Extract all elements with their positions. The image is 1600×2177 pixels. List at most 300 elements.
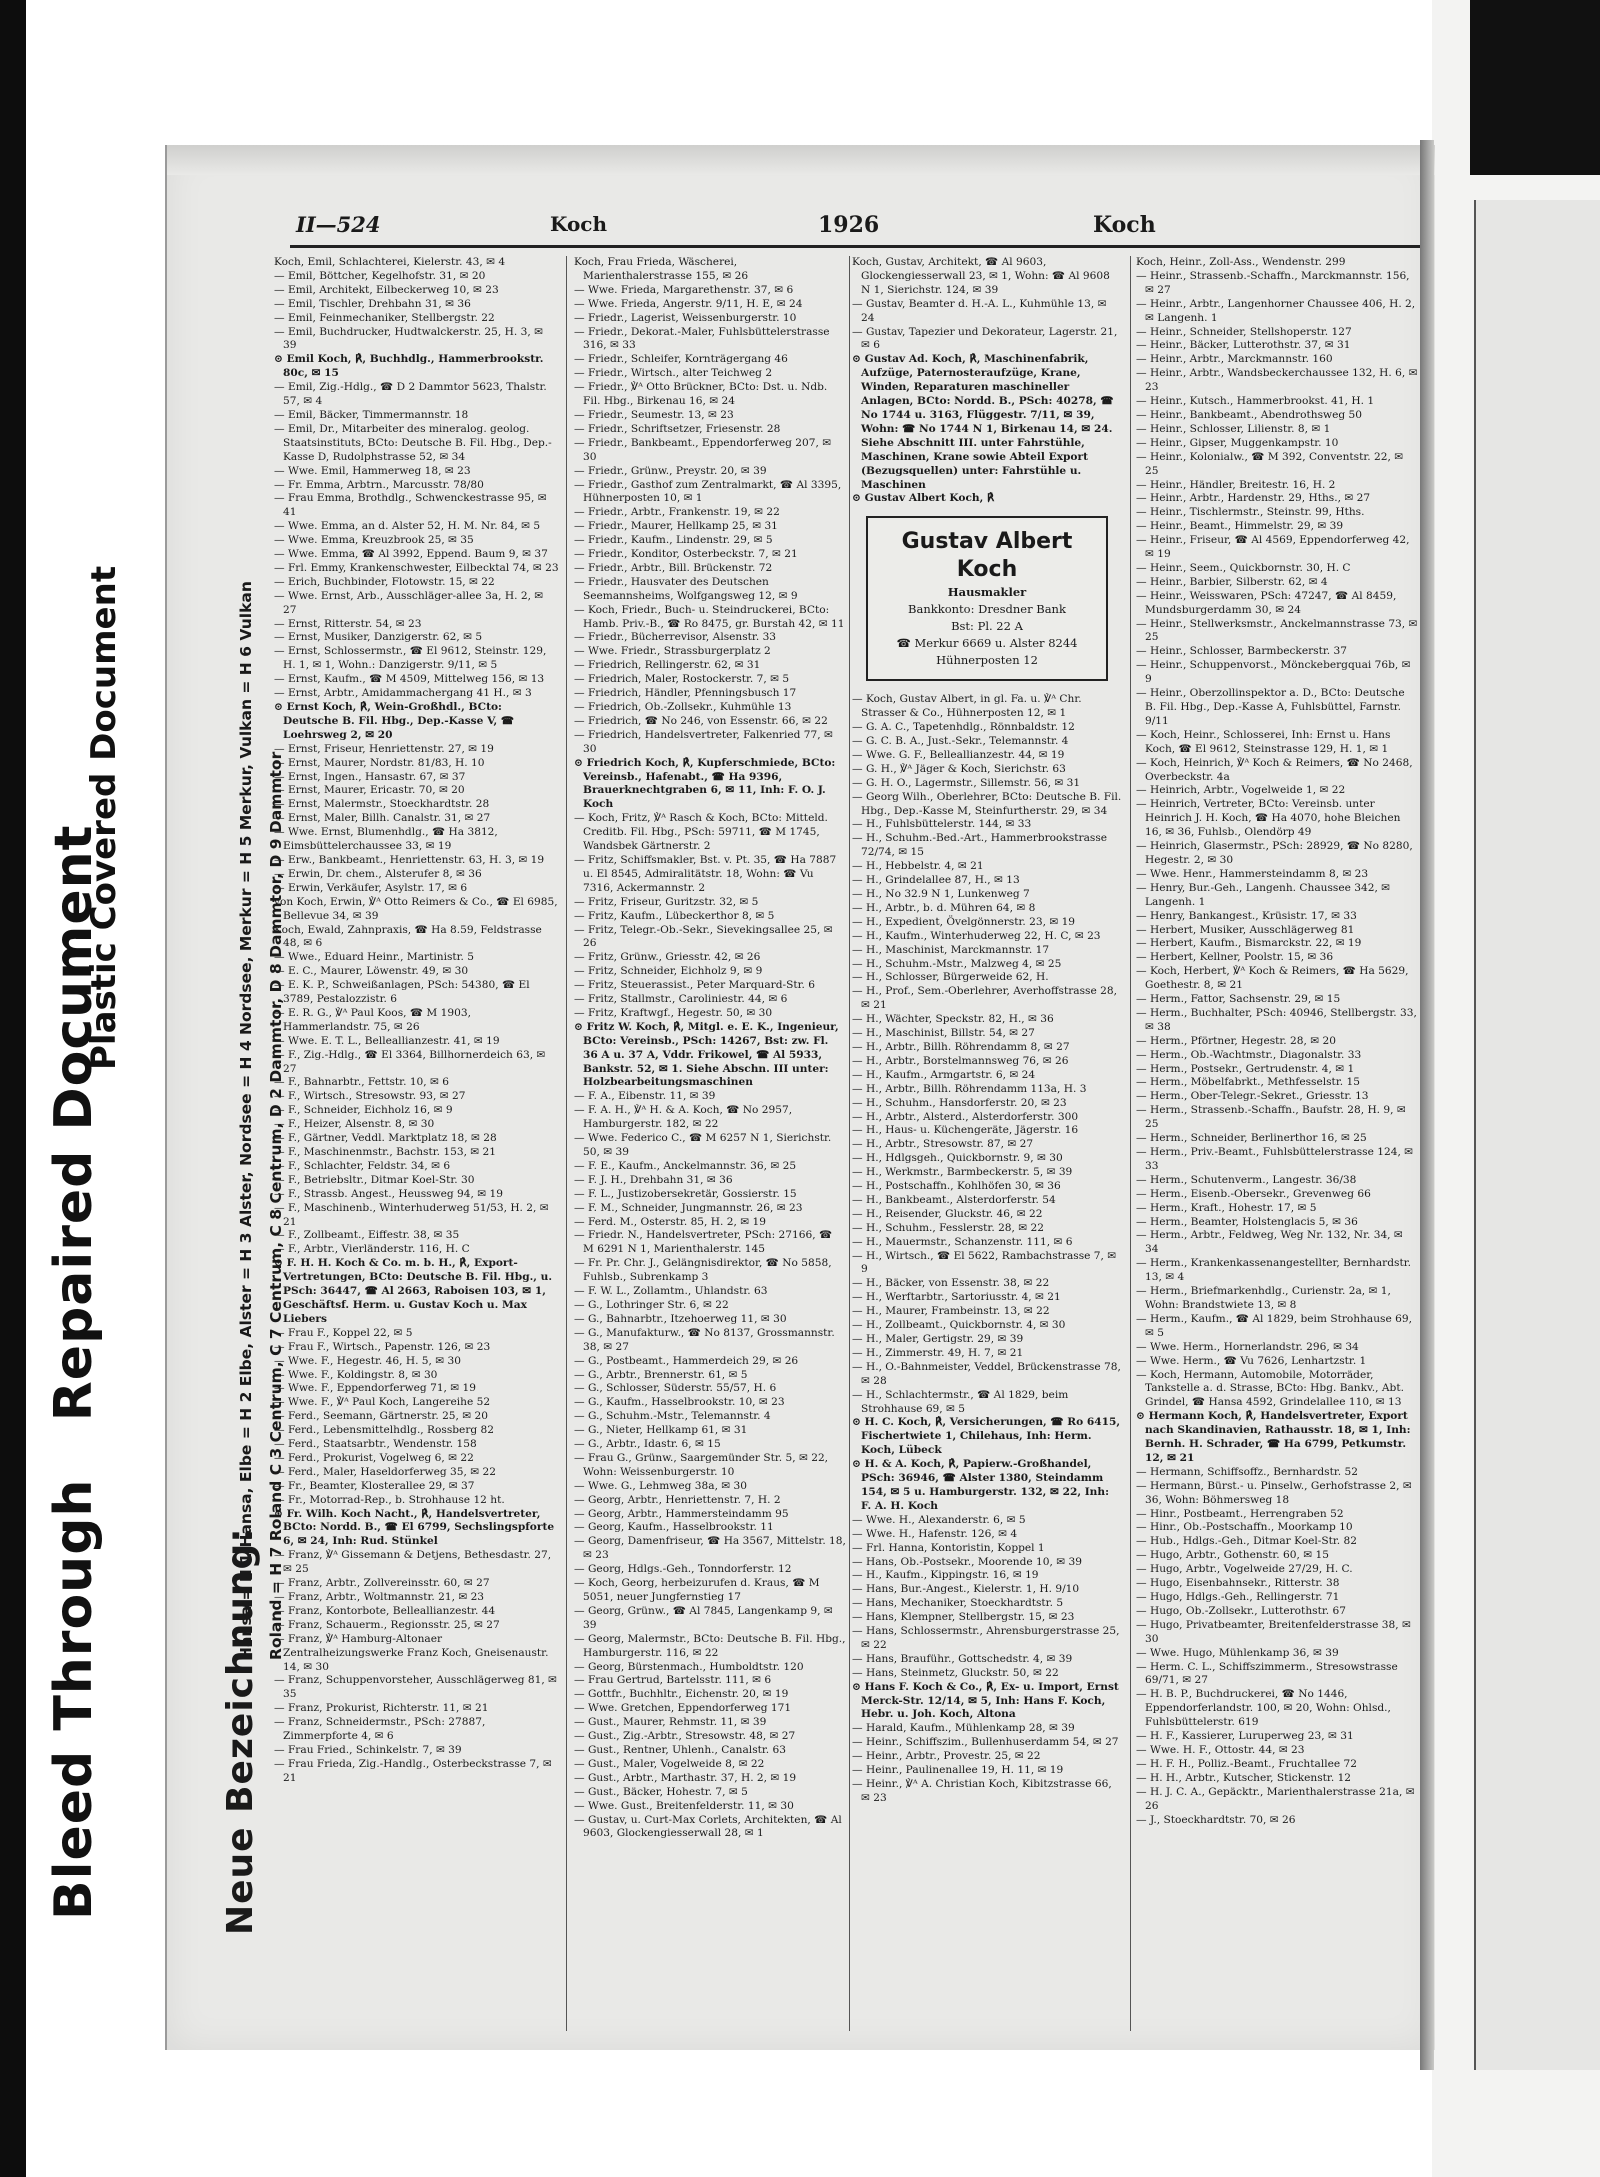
directory-entry: — H., Arbtr., Billh. Röhrendamm 113a, H. 3 bbox=[852, 1082, 1087, 1095]
directory-entry: — H., Reisender, Gluckstr. 46, ✉ 22 bbox=[852, 1207, 1043, 1220]
directory-entry: — Franz, Kontorbote, Belleallianzestr. 44 bbox=[274, 1604, 496, 1617]
ad-company-name: Gustav Albert Koch bbox=[901, 529, 1073, 583]
directory-entry: — Heinr., Arbtr., Provestr. 25, ✉ 22 bbox=[852, 1750, 1041, 1763]
directory-entry: — Fr., Motorrad-Rep., b. Strohhause 12 ht. bbox=[274, 1493, 505, 1506]
directory-entry: — Friedr., ℣ᴬ Otto Brückner, BCto: Dst. u. Ndb. Fil. Hbg., Birkenau 16, ✉ 24 bbox=[574, 381, 828, 408]
directory-entry: — Emil, Architekt, Eilbeckerweg 10, ✉ 23 bbox=[274, 283, 499, 296]
directory-entry: — Hugo, Arbtr., Vogelweide 27/29, H. C. bbox=[1136, 1563, 1353, 1576]
directory-entry: — Friedr., Bankbeamt., Eppendorferweg 207, ✉ 30 bbox=[574, 436, 832, 463]
directory-entry: — Heinr., Kutsch., Hammerbrookst. 41, H. 1 bbox=[1136, 395, 1375, 408]
directory-entry: — Heinr., Tischlermstr., Steinstr. 99, Hths. bbox=[1136, 506, 1365, 519]
header-year: 1926 bbox=[818, 212, 880, 238]
directory-entry: — F. A., Eibenstr. 11, ✉ 39 bbox=[574, 1090, 716, 1103]
stamp-repaired: Repaired Document bbox=[44, 824, 104, 1422]
directory-entry: — Gust., Bäcker, Hohestr. 7, ✉ 5 bbox=[574, 1785, 748, 1798]
directory-entry: — F. E., Kaufm., Anckelmannstr. 36, ✉ 25 bbox=[574, 1159, 797, 1172]
directory-entry: — Wwe. Gretchen, Eppendorferweg 171 bbox=[574, 1702, 792, 1715]
directory-entry: — Friedr., Seumestr. 13, ✉ 23 bbox=[574, 408, 734, 421]
directory-entry: — Herm., Möbelfabrkt., Methfesselstr. 15 bbox=[1136, 1076, 1360, 1089]
directory-entry: — Friedr., Lagerist, Weissenburgerstr. 10 bbox=[574, 311, 797, 324]
directory-entry: ⊙ Hans F. Koch & Co., ℟, Ex- u. Import, Ernst Merck-Str. 12/14, ✉ 5, Inh: Hans F. Koch, Hebr. u. Joh. Koch, Altona bbox=[852, 1680, 1119, 1721]
directory-entry: — Koch, Friedr., Buch- u. Steindruckerei, BCto: Hamb. Priv.-B., ☎ Ro 8475, gr. Burstah 42, ✉ 11 bbox=[574, 603, 845, 630]
directory-entry: — H. J. C. A., Gepäcktr., Marienthalerstrasse 21a, ✉ 26 bbox=[1136, 1785, 1415, 1812]
directory-entry: — G., Postbeamt., Hammerdeich 29, ✉ 26 bbox=[574, 1354, 799, 1367]
directory-entry: — Wwe. H., Alexanderstr. 6, ✉ 5 bbox=[852, 1513, 1026, 1526]
directory-entry: ⊙ H. C. Koch, ℟, Versicherungen, ☎ Ro 6415, Fischertwiete 1, Chilehaus, Inh: Herm. Koch, Lübeck bbox=[852, 1416, 1121, 1457]
directory-entry: — H., Maler, Gertigstr. 29, ✉ 39 bbox=[852, 1333, 1024, 1345]
directory-entry: — Herm., Ob.-Wachtmstr., Diagonalstr. 33 bbox=[1136, 1048, 1362, 1061]
facing-page-edge bbox=[1474, 200, 1600, 2070]
directory-entry: — Gust., Zig.-Arbtr., Stresowstr. 48, ✉ 27 bbox=[574, 1730, 796, 1743]
directory-entry: — H., Hebbelstr. 4, ✉ 21 bbox=[852, 860, 984, 873]
directory-entry: — Herm., Pförtner, Hegestr. 28, ✉ 20 bbox=[1136, 1034, 1336, 1047]
directory-entry: — Henry, Bur.-Geh., Langenh. Chaussee 342, ✉ Langenh. 1 bbox=[1136, 881, 1391, 908]
directory-entry: — Ferd., Lebensmittelhdlg., Rossberg 82 bbox=[274, 1424, 495, 1437]
directory-entry: — H., Arbtr., b. d. Mühren 64, ✉ 8 bbox=[852, 901, 1036, 914]
directory-entry: — Wwe. G. F., Belleallianzestr. 44, ✉ 19 bbox=[852, 748, 1065, 761]
directory-entry: — Ferd., Maler, Haseldorferweg 35, ✉ 22 bbox=[274, 1465, 496, 1478]
directory-entry: — G., Schlosser, Süderstr. 55/57, H. 6 bbox=[574, 1382, 777, 1395]
directory-entry: — F., Schneider, Eichholz 16, ✉ 9 bbox=[274, 1104, 453, 1117]
directory-entry: — Herm. C. L., Schiffszimmerm., Stresowstrasse 69/71, ✉ 27 bbox=[1136, 1660, 1398, 1687]
directory-entry: — Friedr., Bücherrevisor, Alsenstr. 33 bbox=[574, 631, 777, 644]
directory-entry: — Fritz, Telegr.-Ob.-Sekr., Sievekingsallee 25, ✉ 26 bbox=[574, 923, 833, 950]
directory-entry: — H., Maschinist, Billstr. 54, ✉ 27 bbox=[852, 1027, 1035, 1040]
directory-entry: ⊙ Emil Koch, ℟, Buchhdlg., Hammerbrookstr. 80c, ✉ 15 bbox=[274, 353, 544, 380]
directory-entry: — Emil, Buchdrucker, Hudtwalckerstr. 25, H. 3, ✉ 39 bbox=[274, 325, 543, 352]
directory-entry: — Georg, Arbtr., Hammersteindamm 95 bbox=[574, 1507, 789, 1520]
directory-entry: — H., O.-Bahnmeister, Veddel, Brückenstrasse 78, ✉ 28 bbox=[852, 1360, 1121, 1387]
directory-entry: Koch, Heinr., Zoll-Ass., Wendenstr. 299 bbox=[1136, 256, 1346, 268]
advertisement-box bbox=[866, 516, 1108, 681]
directory-entry: — F., Arbtr., Vierländerstr. 116, H. C bbox=[274, 1243, 470, 1256]
directory-entry: — Herm., Krankenkassenangestellter, Bernhardstr. 13, ✉ 4 bbox=[1136, 1257, 1411, 1284]
directory-entry: — H., Werkmstr., Barmbeckerstr. 5, ✉ 39 bbox=[852, 1166, 1073, 1179]
side-neue-label: Neue Bezeichnung: bbox=[220, 1527, 261, 1935]
directory-entry: ⊙ Friedrich Koch, ℟, Kupferschmiede, BCto: Vereinsb., Hafenabt., ☎ Ha 9396, Brauerknechtgraben 6, ✉ 11, Inh: F. O. J. Koch bbox=[574, 756, 836, 811]
directory-entry: — Franz, Schuppenvorsteher, Ausschlägerweg 81, ✉ 35 bbox=[274, 1674, 557, 1701]
directory-entry: — Friedr., Kaufm., Lindenstr. 29, ✉ 5 bbox=[574, 534, 773, 547]
directory-entry: — Gustav, u. Curt-Max Corlets, Architekten, ☎ Al 9603, Glockengiesserwall 28, ✉ 1 bbox=[574, 1813, 842, 1840]
page-number: II—524 bbox=[296, 212, 381, 237]
directory-entry: — Heinr., Seem., Quickbornstr. 30, H. C bbox=[1136, 561, 1351, 574]
directory-entry: — Koch, Gustav Albert, in gl. Fa. u. ℣ᴬ Chr. Strasser & Co., Hühnerposten 12, ✉ 1 bbox=[852, 693, 1082, 720]
directory-entry: — H. H., Arbtr., Kutscher, Stickenstr. 12 bbox=[1136, 1771, 1352, 1784]
directory-entry: — Heinr., Schneider, Stellshoperstr. 127 bbox=[1136, 325, 1352, 338]
directory-entry: — Hugo, Hdlgs.-Geh., Rellingerstr. 71 bbox=[1136, 1591, 1340, 1603]
directory-entry: ⊙ Gustav Albert Koch, ℟ bbox=[852, 492, 995, 505]
directory-entry: — G., Bahnarbtr., Itzehoerweg 11, ✉ 30 bbox=[574, 1312, 787, 1325]
directory-entry: — Herm., Beamter, Holstenglacis 5, ✉ 36 bbox=[1136, 1215, 1358, 1228]
directory-entry: — Ferd., Staatsarbtr., Wendenstr. 158 bbox=[274, 1438, 477, 1451]
directory-entry: — Frau G., Grünw., Saargemünder Str. 5, ✉ 22, Wohn: Weissenburgerstr. 10 bbox=[574, 1451, 829, 1478]
directory-entry: — Wwe. Herm., ☎ Vu 7626, Lenhartzstr. 1 bbox=[1136, 1354, 1367, 1367]
directory-entry: — Herm., Kraft., Hohestr. 17, ✉ 5 bbox=[1136, 1201, 1317, 1214]
directory-entry: — Wwe. Emil, Hammerweg 18, ✉ 23 bbox=[274, 464, 471, 477]
directory-entry: — Heinr., Stellwerksmstr., Anckelmannstrasse 73, ✉ 25 bbox=[1136, 617, 1418, 644]
ad-line: Hausmakler bbox=[947, 585, 1027, 600]
directory-entry: — Wwe. Emma, ☎ Al 3992, Eppend. Baum 9, ✉ 37 bbox=[274, 548, 548, 561]
directory-entry: — Herm., Ober-Telegr.-Sekret., Griesstr. 13 bbox=[1136, 1090, 1369, 1103]
directory-entry: — Georg Wilh., Oberlehrer, BCto: Deutsche B. Fil. Hbg., Dep.-Kasse M, Steinfurtherstr. 29, ✉ 34 bbox=[852, 790, 1122, 817]
directory-entry: — Hugo, Privatbeamter, Breitenfelderstrasse 38, ✉ 30 bbox=[1136, 1618, 1411, 1645]
directory-entry: — Gottfr., Buchhltr., Eichenstr. 20, ✉ 19 bbox=[574, 1688, 789, 1701]
facing-page bbox=[1432, 0, 1600, 2177]
directory-entry: — G., Manufakturw., ☎ No 8137, Grossmannstr. 38, ✉ 27 bbox=[574, 1326, 835, 1353]
directory-entry: von Koch, Erwin, ℣ᴬ Otto Reimers & Co., ☎ El 6985, Bellevue 34, ✉ 39 bbox=[274, 895, 558, 922]
directory-entry: — Heinr., Gipser, Muggenkampstr. 10 bbox=[1136, 436, 1339, 449]
directory-entry: — Georg, Bürstenmach., Humboldtstr. 120 bbox=[574, 1660, 804, 1673]
directory-entry: — G., Arbtr., Brennerstr. 61, ✉ 5 bbox=[574, 1368, 748, 1381]
directory-entry: — Frau F., Koppel 22, ✉ 5 bbox=[274, 1326, 413, 1339]
directory-entry: — Ernst, Ritterstr. 54, ✉ 23 bbox=[274, 617, 422, 630]
directory-entry: — Friedr., Arbtr., Frankenstr. 19, ✉ 22 bbox=[574, 506, 780, 519]
directory-entry: — Frau Emma, Brothdlg., Schwenckestrasse 95, ✉ 41 bbox=[274, 492, 547, 519]
stamp-covered: Plastic Covered Document bbox=[84, 565, 124, 1070]
directory-entry: — Friedr., Schleifer, Kornträgergang 46 bbox=[574, 353, 788, 366]
directory-entry: — Fritz, Kaufm., Lübeckerthor 8, ✉ 5 bbox=[574, 909, 775, 922]
directory-entry: — H., Schlachtermstr., ☎ Al 1829, beim Strohhause 69, ✉ 5 bbox=[852, 1388, 1069, 1415]
directory-entry: — Hans, Schlossermstr., Ahrensburgerstrasse 25, ✉ 22 bbox=[852, 1625, 1120, 1651]
directory-entry: — Gust., Maurer, Rehmstr. 11, ✉ 39 bbox=[574, 1716, 767, 1729]
directory-entry: — Fritz, Friseur, Guritzstr. 32, ✉ 5 bbox=[574, 895, 759, 908]
directory-entry: — Wwe. Emma, an d. Alster 52, H. M. Nr. 84, ✉ 5 bbox=[274, 520, 541, 533]
directory-entry: — Wwe. Friedr., Strassburgerplatz 2 bbox=[574, 645, 771, 658]
directory-entry: — Frau Gertrud, Bartelsstr. 111, ✉ 6 bbox=[574, 1674, 772, 1687]
directory-entry: — Heinr., Schuppenvorst., Mönckebergquai 76b, ✉ 9 bbox=[1136, 659, 1411, 686]
directory-entry: — Herm., Strassenb.-Schaffn., Baufstr. 28, H. 9, ✉ 25 bbox=[1136, 1104, 1406, 1131]
directory-entry: — Franz, Schneidermstr., PSch: 27887, Zimmerpforte 4, ✉ 6 bbox=[274, 1716, 486, 1743]
directory-entry: — Koch, Heinr., Schlosserei, Inh: Ernst u. Hans Koch, ☎ El 9612, Steinstrasse 129, H. 1, ✉ 1 bbox=[1136, 728, 1391, 755]
directory-entry: — H., Bankbeamt., Alsterdorferstr. 54 bbox=[852, 1193, 1056, 1206]
directory-entry: — Heinr., Beamt., Himmelstr. 29, ✉ 39 bbox=[1136, 520, 1344, 533]
directory-entry: — F., Betriebsltr., Ditmar Koel-Str. 30 bbox=[274, 1173, 475, 1186]
directory-entry: — Heinr., Kolonialw., ☎ M 392, Conventstr. 22, ✉ 25 bbox=[1136, 450, 1404, 477]
directory-entry: — Henry, Bankangest., Krüsistr. 17, ✉ 33 bbox=[1136, 909, 1357, 922]
directory-entry: — H., Kaufm., Armgartstr. 6, ✉ 24 bbox=[852, 1068, 1036, 1081]
directory-entry: — E. R. G., ℣ᴬ Paul Koos, ☎ M 1903, Hammerlandstr. 75, ✉ 26 bbox=[274, 1006, 471, 1033]
directory-entry: — G., Schuhm.-Mstr., Telemannstr. 4 bbox=[574, 1410, 771, 1423]
directory-entry: — G., Nieter, Hellkamp 61, ✉ 31 bbox=[574, 1424, 748, 1437]
directory-entry: — G. H., ℣ᴬ Jäger & Koch, Sierichstr. 63 bbox=[852, 762, 1066, 775]
directory-entry: — Friedr., Gasthof zum Zentralmarkt, ☎ Al 3395, Hühnerposten 10, ✉ 1 bbox=[574, 478, 842, 505]
directory-entry: — Friedr., Dekorat.-Maler, Fuhlsbüttelerstrasse 316, ✉ 33 bbox=[574, 325, 830, 352]
directory-column-1 bbox=[274, 256, 559, 2046]
directory-entry: — Koch, Herbert, ℣ᴬ Koch & Reimers, ☎ Ha 5629, Goethestr. 8, ✉ 21 bbox=[1136, 965, 1409, 992]
directory-entry: ⊙ Fritz W. Koch, ℟, Mitgl. e. E. K., Ingenieur, BCto: Vereinsb., PSch: 14267, Bst: zw. Fl. 36 A u. 37 A, Vddr. Frikowel, ☎ Al 5933, Bankstr. 52, ✉ 1. Siehe Abschn. III unter: Holzbearbeitungsmaschinen bbox=[574, 1020, 839, 1089]
directory-entry: — Hugo, Ob.-Zollsekr., Lutterothstr. 67 bbox=[1136, 1604, 1346, 1617]
directory-entry: — Heinr., Arbtr., Marckmannstr. 160 bbox=[1136, 353, 1333, 366]
directory-entry: — Wwe. Frieda, Margarethenstr. 37, ✉ 6 bbox=[574, 283, 794, 296]
directory-entry: — Herm., Schutenverm., Langestr. 36/38 bbox=[1136, 1173, 1357, 1186]
directory-entry: — Heinr., Bäcker, Lutterothstr. 37, ✉ 31 bbox=[1136, 339, 1351, 352]
directory-entry: — Emil, Feinmechaniker, Stellbergstr. 22 bbox=[274, 311, 495, 324]
directory-entry: — Hermann, Bürst.- u. Pinselw., Gerhofstrasse 2, ✉ 36, Wohn: Böhmersweg 18 bbox=[1136, 1479, 1412, 1506]
header-right-word: Koch bbox=[1093, 212, 1156, 238]
directory-entry: — H., Haus- u. Küchengeräte, Jägerstr. 16 bbox=[852, 1124, 1079, 1137]
directory-entry: — Ferd. M., Osterstr. 85, H. 2, ✉ 19 bbox=[574, 1215, 766, 1228]
directory-entry: — F. A. H., ℣ᴬ H. & A. Koch, ☎ No 2957, Hamburgerstr. 182, ✉ 22 bbox=[574, 1104, 793, 1131]
directory-entry: ⊙ H. & A. Koch, ℟, Papierw.-Großhandel, PSch: 36946, ☎ Alster 1380, Steindamm 154, ✉ 5 u. Hamburgerstr. 132, ✉ 22, Inh: F. A. H. Koch bbox=[852, 1458, 1109, 1512]
header-left-word: Koch bbox=[550, 212, 608, 236]
directory-entry: — Fr. Emma, Arbtrn., Marcusstr. 78/80 bbox=[274, 478, 484, 491]
directory-entry: — Fritz, Grünw., Griesstr. 42, ✉ 26 bbox=[574, 951, 761, 964]
directory-column-2 bbox=[574, 256, 846, 2046]
directory-entry: ⊙ Hermann Koch, ℟, Handelsvertreter, Export nach Skandinavien, Rathausstr. 18, ✉ 1, Inh: Bernh. H. Schrader, ☎ Ha 6799, Petkumstr. 12, ✉ 21 bbox=[1136, 1410, 1411, 1464]
directory-entry: ⊙ F. H. H. Koch & Co. m. b. H., ℟, Export-Vertretungen, BCto: Deutsche B. Fil. Hbg., u. PSch: 36447, ☎ Al 2663, Raboisen 103, ✉ 1, Geschäftsf. Herm. u. Gustav Koch u. Max Liebers bbox=[274, 1257, 553, 1325]
directory-entry: — F. M., Schneider, Jungmannstr. 26, ✉ 23 bbox=[574, 1201, 803, 1214]
directory-entry: — Georg, Hdlgs.-Geh., Tonndorferstr. 12 bbox=[574, 1563, 792, 1576]
directory-entry: — E. K. P., Schweißanlagen, PSch: 54380, ☎ El 3789, Pestalozzistr. 6 bbox=[274, 979, 530, 1006]
directory-entry: — Wwe. G., Lehmweg 38a, ✉ 30 bbox=[574, 1479, 748, 1492]
directory-entry: — Ernst, Ingen., Hansastr. 67, ✉ 37 bbox=[274, 770, 466, 783]
directory-entry: — Ernst, Arbtr., Amidammachergang 41 H., ✉ 3 bbox=[274, 687, 532, 700]
directory-entry: — Ernst, Kaufm., ☎ M 4509, Mittelweg 156, ✉ 13 bbox=[274, 673, 545, 686]
directory-entry: Koch, Frau Frieda, Wäscherei, Marienthalerstrasse 155, ✉ 26 bbox=[574, 256, 749, 282]
directory-entry: — F. L., Justizobersekretär, Gossierstr. 15 bbox=[574, 1187, 797, 1200]
directory-entry: — Ernst, Maler, Billh. Canalstr. 31, ✉ 27 bbox=[274, 812, 491, 825]
directory-entry: — Erwin, Dr. chem., Alsterufer 8, ✉ 36 bbox=[274, 867, 482, 880]
directory-entry: — F., Bahnarbtr., Fettstr. 10, ✉ 6 bbox=[274, 1076, 450, 1089]
directory-entry: — Friedrich, Handelsvertreter, Falkenried 77, ✉ 30 bbox=[574, 728, 833, 755]
directory-entry: — Herm., Briefmarkenhdlg., Curienstr. 2a, ✉ 1, Wohn: Brandstwiete 13, ✉ 8 bbox=[1136, 1285, 1391, 1311]
directory-entry: — H., Maurer, Frambeinstr. 13, ✉ 22 bbox=[852, 1305, 1050, 1318]
directory-entry: — Friedr., Grünw., Preystr. 20, ✉ 39 bbox=[574, 464, 767, 477]
directory-entry: — Emil, Dr., Mitarbeiter des mineralog. geolog. Staatsinstituts, BCto: Deutsche B. Fil. Hbg., Dep.-Kasse D, Rudolphstrasse 52, ✉ 34 bbox=[274, 422, 552, 463]
directory-column-3 bbox=[852, 256, 1122, 2046]
directory-entry: — H., Arbtr., Alsterd., Alsterdorferstr. 300 bbox=[852, 1110, 1079, 1123]
directory-entry: — Friedrich, ☎ No 246, von Essenstr. 66, ✉ 22 bbox=[574, 714, 828, 727]
directory-entry: — Wwe., Eduard Heinr., Martinistr. 5 bbox=[274, 951, 475, 964]
directory-entry: — Fritz, Schneider, Eichholz 9, ✉ 9 bbox=[574, 965, 763, 978]
directory-entry: — Friedr., Hausvater des Deutschen Seemannsheims, Wolfgangsweg 12, ✉ 9 bbox=[574, 575, 798, 602]
directory-entry: — H., Schuhm., Hansdorferstr. 20, ✉ 23 bbox=[852, 1096, 1067, 1109]
directory-entry: — H., Schlosser, Bürgerweide 62, H. bbox=[852, 971, 1049, 984]
directory-entry: — Herbert, Kaufm., Bismarckstr. 22, ✉ 19 bbox=[1136, 937, 1362, 950]
directory-entry: — Emil, Bäcker, Timmermannstr. 18 bbox=[274, 408, 469, 421]
directory-entry: — Wwe. Gust., Breitenfelderstr. 11, ✉ 30 bbox=[574, 1799, 794, 1812]
directory-entry: — Heinr., Schlosser, Lilienstr. 8, ✉ 1 bbox=[1136, 422, 1331, 435]
directory-entry: — Friedr., Wirtsch., alter Teichweg 2 bbox=[574, 367, 773, 380]
directory-entry: — Heinr., Bankbeamt., Abendrothsweg 50 bbox=[1136, 408, 1363, 421]
directory-entry: — G., Kaufm., Hasselbrookstr. 10, ✉ 23 bbox=[574, 1396, 785, 1409]
directory-entry: — Koch, Fritz, ℣ᴬ Rasch & Koch, BCto: Mitteld. Creditb. Fil. Hbg., PSch: 59711, ☎ M 1745, Wandsbek Gärtnerstr. 2 bbox=[574, 812, 828, 853]
directory-entry: — Herm., Fattor, Sachsenstr. 29, ✉ 15 bbox=[1136, 993, 1341, 1006]
directory-entry: — Heinr., Arbtr., Langenhorner Chaussee 406, H. 2, ✉ Langenh. 1 bbox=[1136, 297, 1416, 324]
directory-entry: — Heinr., Arbtr., Hardenstr. 29, Hths., ✉ 27 bbox=[1136, 492, 1371, 505]
directory-entry: — Georg, Malermstr., BCto: Deutsche B. Fil. Hbg., Hamburgerstr. 116, ✉ 22 bbox=[574, 1632, 846, 1659]
directory-entry: — H., Arbtr., Borstelmannsweg 76, ✉ 26 bbox=[852, 1054, 1069, 1067]
directory-entry: — Herbert, Musiker, Ausschlägerweg 81 bbox=[1136, 923, 1355, 936]
column-divider bbox=[849, 256, 850, 2031]
directory-entry: — Ferd., Prokurist, Vogelweg 6, ✉ 22 bbox=[274, 1451, 474, 1464]
directory-entry: — G., Arbtr., Idastr. 6, ✉ 15 bbox=[574, 1438, 721, 1451]
directory-entry: — Herbert, Kellner, Poolstr. 15, ✉ 36 bbox=[1136, 951, 1334, 964]
directory-entry: — H., Kaufm., Winterhuderweg 22, H. C, ✉ 23 bbox=[852, 929, 1101, 942]
directory-entry: — Erwin, Verkäufer, Asylstr. 17, ✉ 6 bbox=[274, 881, 468, 894]
directory-entry: — Hans, Steinmetz, Gluckstr. 50, ✉ 22 bbox=[852, 1666, 1059, 1679]
directory-entry: — Heinr., Schlosser, Barmbeckerstr. 37 bbox=[1136, 645, 1347, 658]
directory-entry: — Hugo, Arbtr., Gothenstr. 60, ✉ 15 bbox=[1136, 1549, 1329, 1562]
directory-entry: — Koch, Heinrich, ℣ᴬ Koch & Reimers, ☎ No 2468, Overbeckstr. 4a bbox=[1136, 756, 1413, 783]
page-shadow bbox=[167, 145, 1435, 175]
directory-entry: — Emil, Böttcher, Kegelhofstr. 31, ✉ 20 bbox=[274, 269, 486, 282]
directory-entry: — Heinr., Weisswaren, PSch: 47247, ☎ Al 8459, Mundsburgerdamm 30, ✉ 24 bbox=[1136, 589, 1397, 616]
directory-entry: — H., Zimmerstr. 49, H. 7, ✉ 21 bbox=[852, 1346, 1024, 1359]
directory-entry: — H., Schuhm., Fesslerstr. 28, ✉ 22 bbox=[852, 1221, 1045, 1234]
directory-entry: — Heinr., Friseur, ☎ Al 4569, Eppendorferweg 42, ✉ 19 bbox=[1136, 534, 1410, 561]
directory-entry: — Friedrich, Maler, Rostockerstr. 7, ✉ 5 bbox=[574, 673, 790, 686]
directory-entry: — Hermann, Schiffsoffz., Bernhardstr. 52 bbox=[1136, 1465, 1358, 1478]
directory-entry: — Wwe. Ernst, Arb., Ausschläger-allee 3a, H. 2, ✉ 27 bbox=[274, 589, 544, 616]
directory-entry: — F., Wirtsch., Stresowstr. 93, ✉ 27 bbox=[274, 1090, 466, 1103]
directory-entry: — Wwe. F., ℣ᴬ Paul Koch, Langereihe 52 bbox=[274, 1396, 491, 1409]
directory-entry: — H., Grindelallee 87, H., ✉ 13 bbox=[852, 874, 1020, 887]
directory-entry: — H. B. P., Buchdruckerei, ☎ No 1446, Eppendorferlandstr. 100, ✉ 20, Wohn: Ohlsd., Fuhlsbüttelerstr. 619 bbox=[1136, 1688, 1391, 1729]
directory-entry: — Friedr., Konditor, Osterbeckstr. 7, ✉ 21 bbox=[574, 548, 798, 561]
directory-entry: — Herm., Schneider, Berlinerthor 16, ✉ 25 bbox=[1136, 1132, 1367, 1145]
directory-entry: — G., Lothringer Str. 6, ✉ 22 bbox=[574, 1298, 729, 1311]
column-divider bbox=[1130, 256, 1131, 2031]
directory-entry: — Ernst, Schlossermstr., ☎ El 9612, Steinstr. 129, H. 1, ✉ 1, Wohn.: Danzigerstr. 9/11, ✉ 5 bbox=[274, 645, 547, 672]
directory-entry: — Friedrich, Händler, Pfenningsbusch 17 bbox=[574, 687, 797, 700]
directory-entry: — F., Heizer, Alsenstr. 8, ✉ 30 bbox=[274, 1118, 435, 1131]
directory-entry: — H., Wächter, Speckstr. 82, H., ✉ 36 bbox=[852, 1013, 1054, 1026]
directory-entry: — Ernst, Musiker, Danzigerstr. 62, ✉ 5 bbox=[274, 631, 483, 644]
directory-entry: — Wwe. H., Hafenstr. 126, ✉ 4 bbox=[852, 1527, 1018, 1540]
directory-entry: ⊙ Fr. Wilh. Koch Nacht., ℟, Handelsvertreter, BCto: Nordd. B., ☎ El 6799, Sechslingspforte 6, ✉ 24, Inh: Rud. Stünkel bbox=[274, 1507, 555, 1548]
side-nav-line-2: Roland = H 7 Roland C 3 Centrum, C 7 Centrum, C 8 Centrum, D 2 Dammtor, D 8 Dammtor, D 9 Dammtor bbox=[267, 751, 285, 1660]
column-divider bbox=[566, 256, 567, 2031]
directory-entry: — F., Schlachter, Feldstr. 34, ✉ 6 bbox=[274, 1159, 451, 1172]
directory-entry: — F., Maschinenmstr., Bachstr. 153, ✉ 21 bbox=[274, 1146, 497, 1158]
ad-line: Bst: Pl. 22 A bbox=[951, 619, 1023, 634]
directory-entry: — H., No 32.9 N 1, Lunkenweg 7 bbox=[852, 888, 1030, 900]
ad-line: Bankkonto: Dresdner Bank bbox=[908, 602, 1066, 617]
directory-entry: — Emil, Tischler, Drehbahn 31, ✉ 36 bbox=[274, 297, 471, 310]
directory-entry: — Herm., Priv.-Beamt., Fuhlsbüttelerstrasse 124, ✉ 33 bbox=[1136, 1146, 1414, 1172]
directory-entry: — Wwe. F., Eppendorferweg 71, ✉ 19 bbox=[274, 1382, 477, 1395]
directory-entry: — Gustav, Tapezier und Dekorateur, Lagerstr. 21, ✉ 6 bbox=[852, 325, 1118, 352]
directory-entry: — Fr., Beamter, Klosterallee 29, ✉ 37 bbox=[274, 1479, 475, 1492]
directory-entry: ⊙ Gustav Ad. Koch, ℟, Maschinenfabrik, Aufzüge, Paternosteraufzüge, Krane, Winden, Reparaturen maschineller Anlagen, BCto: Nordd. B., PSch: 40278, ☎ No 1744 u. 3163, Flüggestr. 7/11, ✉ 39, Wohn: ☎ No 1744 N 1, Birkenau 14, ✉ 24. Siehe Abschnitt III. unter Fahrstühle, Maschinen, Krane sowie Abteil Export (Bezugsquellen) unter: Fahrstühle u. Maschinen bbox=[852, 353, 1114, 491]
directory-entry: — Gust., Rentner, Uhlenh., Canalstr. 63 bbox=[574, 1743, 787, 1756]
directory-entry: — Herm., Eisenb.-Obersekr., Grevenweg 66 bbox=[1136, 1187, 1371, 1200]
directory-entry: — Friedr., Arbtr., Bill. Brückenstr. 72 bbox=[574, 561, 773, 574]
directory-entry: — Heinr., Oberzollinspektor a. D., BCto: Deutsche B. Fil. Hbg., Dep.-Kasse A, Fuhlsbüttel, Farnstr. 9/11 bbox=[1136, 687, 1405, 727]
directory-entry: — Georg, Arbtr., Henriettenstr. 7, H. 2 bbox=[574, 1493, 781, 1506]
directory-entry: — Wwe. H. F., Ottostr. 44, ✉ 23 bbox=[1136, 1743, 1305, 1756]
directory-entry: — Gust., Arbtr., Marthastr. 37, H. 2, ✉ 19 bbox=[574, 1771, 797, 1784]
directory-entry: Koch, Ewald, Zahnpraxis, ☎ Ha 8.59, Feldstrasse 48, ✉ 6 bbox=[274, 923, 542, 950]
directory-entry: — H., Mauermstr., Schanzenstr. 111, ✉ 6 bbox=[852, 1235, 1073, 1248]
directory-entry: — Heinrich, Vertreter, BCto: Vereinsb. unter Heinrich J. H. Koch, ☎ Ha 4070, hohe Bleichen 16, ✉ 36, Fuhlsb., Olendörp 49 bbox=[1136, 798, 1401, 839]
directory-entry: — Herm., Postsekr., Gertrudenstr. 4, ✉ 1 bbox=[1136, 1062, 1355, 1075]
directory-entry: — Friedr., Maurer, Hellkamp 25, ✉ 31 bbox=[574, 520, 778, 533]
directory-entry: — Friedr. N., Handelsvertreter, PSch: 27166, ☎ M 6291 N 1, Marienthalerstr. 145 bbox=[574, 1229, 833, 1256]
directory-entry: — Hinr., Postbeamt., Herrengraben 52 bbox=[1136, 1507, 1344, 1520]
directory-entry: — Wwe. F., Hegestr. 46, H. 5, ✉ 30 bbox=[274, 1354, 461, 1367]
directory-entry: — Frau Frieda, Zig.-Handlg., Osterbeckstrasse 7, ✉ 21 bbox=[274, 1757, 552, 1784]
directory-entry: — Wwe. Emma, Kreuzbrook 25, ✉ 35 bbox=[274, 534, 474, 547]
directory-entry: — Franz, Prokurist, Richterstr. 11, ✉ 21 bbox=[274, 1702, 489, 1715]
directory-entry: — Fritz, Stallmstr., Caroliniestr. 44, ✉ 6 bbox=[574, 993, 788, 1006]
directory-entry: — Franz, Arbtr., Woltmannstr. 21, ✉ 23 bbox=[274, 1591, 485, 1603]
directory-entry: — H., Wirtsch., ☎ El 5622, Rambachstrasse 7, ✉ 9 bbox=[852, 1249, 1117, 1276]
directory-entry: — Koch, Georg, herbeizurufen d. Kraus, ☎ M 5051, neuer Jungfernstieg 17 bbox=[574, 1577, 820, 1603]
stamp-bleed: Bleed Through bbox=[44, 1478, 104, 1920]
directory-entry: — H., Bäcker, von Essenstr. 38, ✉ 22 bbox=[852, 1277, 1050, 1290]
directory-entry: — Hans, Brauführ., Gottschedstr. 4, ✉ 39 bbox=[852, 1652, 1073, 1665]
directory-entry: — Wwe. Frieda, Angerstr. 9/11, H. E, ✉ 24 bbox=[574, 297, 803, 310]
directory-entry: — F. J. H., Drehbahn 31, ✉ 36 bbox=[574, 1173, 733, 1186]
directory-entry: — Fritz, Kraftwgf., Hegestr. 50, ✉ 30 bbox=[574, 1006, 773, 1019]
directory-entry: — Emil, Zig.-Hdlg., ☎ D 2 Dammtor 5623, Thalstr. 57, ✉ 4 bbox=[274, 381, 547, 408]
directory-entry: — Hans, Mechaniker, Stoeckhardtstr. 5 bbox=[852, 1597, 1064, 1610]
directory-entry: — Heinr., Händler, Breitestr. 16, H. 2 bbox=[1136, 478, 1336, 491]
directory-entry: — Fritz, Schiffsmakler, Bst. v. Pt. 35, ☎ Ha 7887 u. El 8545, Admiralitätstr. 18, Wohn: ☎ Vu 7316, Ackermannstr. 2 bbox=[574, 853, 837, 894]
directory-entry: — Frl. Hanna, Kontoristin, Koppel 1 bbox=[852, 1541, 1045, 1554]
directory-entry: — Hans, Klempner, Stellbergstr. 15, ✉ 23 bbox=[852, 1611, 1075, 1624]
directory-entry: — Herm., Buchhalter, PSch: 40946, Stellbergstr. 33, ✉ 38 bbox=[1136, 1006, 1417, 1033]
directory-entry: Koch, Gustav, Architekt, ☎ Al 9603, Glockengiesserwall 23, ✉ 1, Wohn: ☎ Al 9608 N 1, Sierichstr. 124, ✉ 39 bbox=[852, 256, 1110, 296]
directory-entry: — Wwe. Ernst, Blumenhdlg., ☎ Ha 3812, Eimsbüttelerchaussee 33, ✉ 19 bbox=[274, 826, 498, 853]
directory-entry: — Georg, Kaufm., Hasselbrookstr. 11 bbox=[574, 1521, 774, 1534]
directory-entry: — Frl. Emmy, Krankenschwester, Eilbecktal 74, ✉ 23 bbox=[274, 561, 559, 574]
directory-entry: Koch, Emil, Schlachterei, Kielerstr. 43, ✉ 4 bbox=[274, 256, 506, 268]
directory-entry: — F., Zig.-Hdlg., ☎ El 3364, Billhornerdeich 63, ✉ 27 bbox=[274, 1048, 546, 1075]
directory-entry: — Heinr., Strassenb.-Schaffn., Marckmannstr. 156, ✉ 27 bbox=[1136, 269, 1410, 296]
directory-entry: — F., Zollbeamt., Eiffestr. 38, ✉ 35 bbox=[274, 1229, 460, 1242]
directory-entry: — Ernst, Maurer, Nordstr. 81/83, H. 10 bbox=[274, 756, 485, 769]
directory-entry: — Franz, Schauerm., Regionsstr. 25, ✉ 27 bbox=[274, 1618, 500, 1631]
directory-entry: — Gustav, Beamter d. H.-A. L., Kuhmühle 13, ✉ 24 bbox=[852, 297, 1107, 324]
directory-entry: — Hub., Hdlgs.-Geh., Ditmar Koel-Str. 82 bbox=[1136, 1535, 1357, 1548]
page-gutter bbox=[1420, 140, 1434, 2070]
directory-entry: — F. W. L., Zollamtm., Uhlandstr. 63 bbox=[574, 1285, 768, 1298]
directory-entry: — Hans, Ob.-Postsekr., Moorende 10, ✉ 39 bbox=[852, 1555, 1082, 1568]
directory-column-4 bbox=[1136, 256, 1418, 2046]
directory-entry: — Ernst, Malermstr., Stoeckhardtstr. 28 bbox=[274, 798, 490, 811]
directory-entry: — H., Werftarbtr., Sartoriusstr. 4, ✉ 21 bbox=[852, 1291, 1061, 1304]
directory-entry: — Friedrich, Ob.-Zollsekr., Kuhmühle 13 bbox=[574, 701, 792, 713]
directory-entry: — Heinr., Paulinenallee 19, H. 11, ✉ 19 bbox=[852, 1764, 1064, 1777]
directory-entry: — H., Schuhm.-Mstr., Malzweg 4, ✉ 25 bbox=[852, 957, 1062, 970]
directory-entry: — Wwe. Federico C., ☎ M 6257 N 1, Sierichstr. 50, ✉ 39 bbox=[574, 1132, 832, 1158]
directory-entry: — H., Arbtr., Stresowstr. 87, ✉ 27 bbox=[852, 1138, 1034, 1151]
directory-entry: ⊙ Ernst Koch, ℟, Wein-Großhdl., BCto: Deutsche B. Fil. Hbg., Dep.-Kasse V, ☎ Loehrsweg 2, ✉ 20 bbox=[274, 701, 515, 741]
directory-entry: — H., Arbtr., Billh. Röhrendamm 8, ✉ 27 bbox=[852, 1040, 1070, 1053]
directory-entry: — Frau F., Wirtsch., Papenstr. 126, ✉ 23 bbox=[274, 1340, 491, 1353]
directory-entry: — Heinr., ℣ᴬ A. Christian Koch, Kibitzstrasse 66, ✉ 23 bbox=[852, 1778, 1112, 1804]
directory-entry: — Wwe. F., Koldingstr. 8, ✉ 30 bbox=[274, 1368, 438, 1381]
directory-entry: — Fritz, Steuerassist., Peter Marquard-Str. 6 bbox=[574, 979, 815, 992]
directory-entry: — Wwe. Hugo, Mühlenkamp 36, ✉ 39 bbox=[1136, 1646, 1339, 1659]
directory-entry: — J., Stoeckhardtstr. 70, ✉ 26 bbox=[1136, 1813, 1296, 1826]
directory-entry: — Heinrich, Glasermstr., PSch: 28929, ☎ No 8280, Hegestr. 2, ✉ 30 bbox=[1136, 840, 1413, 866]
directory-entry: — H., Kaufm., Kippingstr. 16, ✉ 19 bbox=[852, 1569, 1039, 1582]
directory-entry: — Koch, Hermann, Automobile, Motorräder, Tankstelle a. d. Strasse, BCto: Hbg. Bankv., Abt. Grindel, ☎ Hansa 4592, Grindelallee 110, ✉ 13 bbox=[1136, 1368, 1404, 1409]
directory-entry: — Friedrich, Rellingerstr. 62, ✉ 31 bbox=[574, 659, 761, 672]
directory-entry: — Frau Fried., Schinkelstr. 7, ✉ 39 bbox=[274, 1743, 462, 1756]
directory-entry: — Franz, Arbtr., Zollvereinsstr. 60, ✉ 27 bbox=[274, 1577, 490, 1590]
directory-entry: — Hugo, Eisenbahnsekr., Ritterstr. 38 bbox=[1136, 1577, 1340, 1590]
directory-entry: — Ernst, Friseur, Henriettenstr. 27, ✉ 19 bbox=[274, 742, 494, 755]
directory-entry: — G. C. B. A., Just.-Sekr., Telemannstr. 4 bbox=[852, 735, 1069, 748]
directory-entry: — Hinr., Ob.-Postschaffn., Moorkamp 10 bbox=[1136, 1521, 1353, 1534]
directory-entry: — H., Expedient, Övelgönnerstr. 23, ✉ 19 bbox=[852, 915, 1076, 928]
header-rule bbox=[290, 245, 1420, 248]
